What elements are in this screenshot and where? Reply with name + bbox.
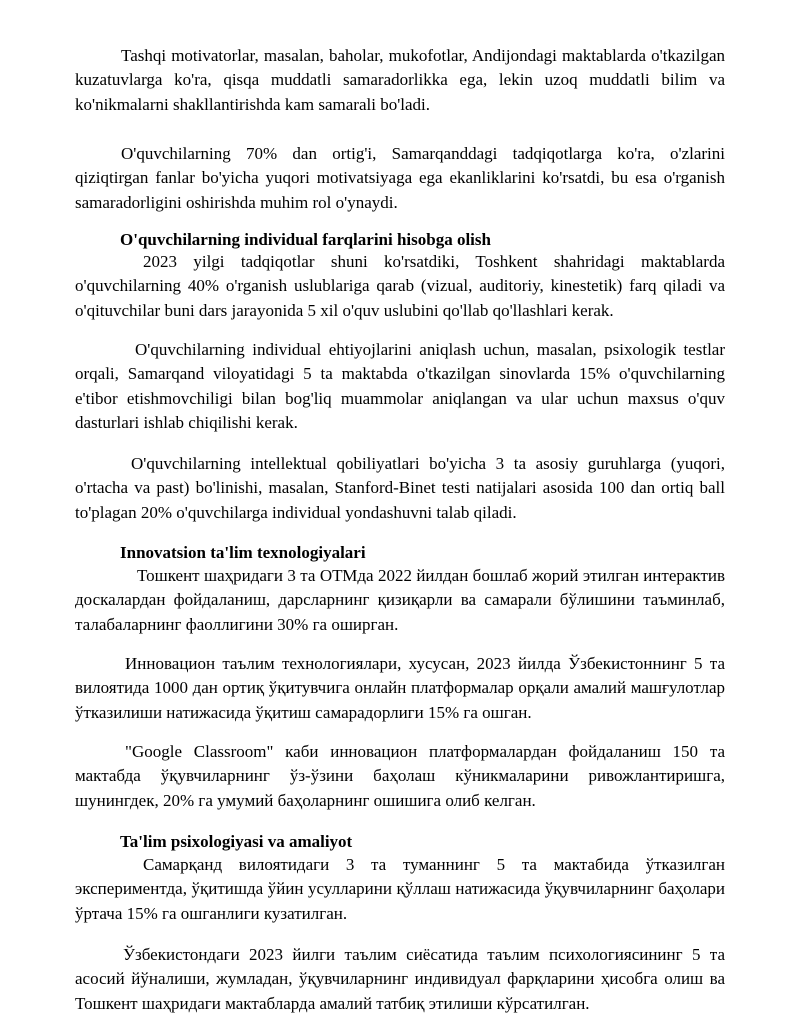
paragraph-motivation-samarkand: O'quvchilarning 70% dan ortig'i, Samarqanddagi tadqiqotlarga ko'ra, o'zlarini qiziqtirgan fanlar bo'yicha yuqori motivatsiyaga ega ekanliklarini ko'rsatdi, bu esa o'rganish samaradorligini oshirishda muhim rol o'ynaydi. bbox=[75, 144, 725, 212]
paragraph-individual-needs: O'quvchilarning individual ehtiyojlarini aniqlash uchun, masalan, psixologik testlar orqali, Samarqand viloyatidagi 5 ta maktabda o'tkazilgan sinovlarda 15% o'quvchilarning e'tibor etishmovchiligi bilan bog'liq muammolar aniqlangan va ular uchun maxsus o'quv dasturlari ishlab chiqilishi kerak. bbox=[75, 340, 725, 433]
paragraph-online-platforms: Инновацион таълим технологиялари, хусусан, 2023 йилда Ўзбекистоннинг 5 та вилоятида 1000 дан ортиқ ўқитувчига онлайн платформалар орқали амалий машғулотлар ўтказилиши натижасида ўқитиш самарадорлиги 15% га ошган. bbox=[75, 654, 725, 722]
paragraph-education-policy: Ўзбекистондаги 2023 йилги таълим сиёсатида таълим психологиясининг 5 та асосий йўналиши, жумладан, ўқувчиларнинг индивидуал фарқларини ҳисобга олиш ва Тошкент шаҳридаги мактабларда амалий татбиқ этилиши кўрсатилган. bbox=[75, 945, 725, 1013]
paragraph-learning-styles: 2023 yilgi tadqiqotlar shuni ko'rsatdiki, Toshkent shahridagi maktablarda o'quvchilarning 40% o'rganish uslublariga qarab (vizual, auditoriy, kinestetik) farq qiladi va o'qituvchilar buni dars jarayonida 5 xil o'quv uslubini qo'llab qo'llashlari kerak. bbox=[75, 252, 725, 320]
paragraph-external-motivators: Tashqi motivatorlar, masalan, baholar, mukofotlar, Andijondagi maktablarda o'tkazilgan kuzatuvlarga ko'ra, qisqa muddatli samaradorlikka ega, lekin uzoq muddatli bilim va ko'nikmalarni shakllantirishda kam samarali bo'ladi. bbox=[75, 46, 725, 114]
paragraph-google-classroom: "Google Classroom" каби инновацион платформалардан фойдаланиш 150 та мактабда ўқувчиларнинг ўз-ўзини баҳолаш кўникмаларини ривожлантиришга, шунингдек, 20% га умумий баҳоларнинг ошишига олиб келган. bbox=[75, 742, 725, 810]
heading-individual-differences: O'quvchilarning individual farqlarini hisobga olish bbox=[120, 230, 491, 249]
paragraph-game-methods: Самарқанд вилоятидаги 3 та туманнинг 5 та мактабида ўтказилган экспериментда, ўқитишда ўйин усулларини қўллаш натижасида ўқувчиларнинг баҳолари ўртача 15% га ошганлиги кузатилган. bbox=[75, 855, 725, 923]
paragraph-intellectual-abilities: O'quvchilarning intellektual qobiliyatlari bo'yicha 3 ta asosiy guruhlarga (yuqori, o'rtacha va past) bo'linishi, masalan, Stanford-Binet testi natijalari asosida 100 dan ortiq ball to'plagan 20% o'quvchilarga individual yondashuvni talab qiladi. bbox=[75, 454, 725, 522]
paragraph-interactive-boards: Тошкент шаҳридаги 3 та ОТМда 2022 йилдан бошлаб жорий этилган интерактив доскалардан фойдаланиш, дарсларнинг қизиқарли ва самарали бўлишини таъминлаб, талабаларнинг фаоллигини 30% га оширган. bbox=[75, 566, 725, 634]
heading-education-psychology: Ta'lim psixologiyasi va amaliyot bbox=[120, 832, 353, 851]
heading-innovative-technologies: Innovatsion ta'lim texnologiyalari bbox=[120, 543, 366, 562]
